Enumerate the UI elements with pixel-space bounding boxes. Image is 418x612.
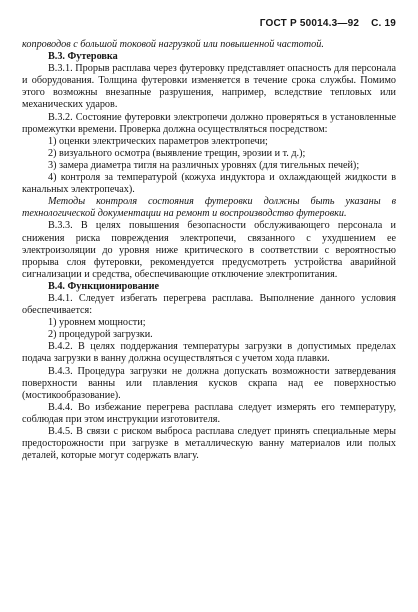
list-item: 1) уровнем мощности; (48, 317, 146, 329)
section-heading (22, 51, 396, 63)
paragraph: В.3.1. Прорыв расплава через футеровку представляет опасность для персонала и оборудования. Толщина футеровки изменяется в течение срока службы. Помимо этого возможны внезапные разрушения, например, вследствие тепловых или механических ударов. (22, 63, 396, 111)
paragraph: Методы контроля состояния футеровки должны быть указаны в технологической документации на ремонт и воспроизводство футеровки. (22, 196, 396, 220)
paragraph: В.4.3. Процедура загрузки не должна допускать возможности затвердевания поверхности ванны или плавления кусков скрапа над ее поверхностью (мостикообразование). (22, 365, 396, 401)
running-header (22, 18, 396, 30)
page-number: С. 19 (371, 18, 396, 29)
section-number: В.4. (48, 280, 65, 292)
section-title: Футеровка (67, 51, 118, 63)
paragraph: В.4.2. В целях поддержания температуры загрузки в допустимых пределах подача загрузки в ванну должна осуществляться с учетом хода плавки. (22, 341, 396, 365)
paragraph: В.3.3. В целях повышения безопасности обслуживающего персонала и снижения риска повреждения электропечи, связанного с ухудшением ее электроизоляции до уровня ниже критического в соответствии с вероятностью прорыва слоя футеровки, рекомендуется предусмотреть устройства аварийной сигнализации и средства, обеспечивающие отключение электропитания. (22, 220, 396, 280)
list-item: 3) замера диаметра тигля на различных уровнях (для тигельных печей); (48, 159, 360, 171)
section-heading (22, 281, 396, 293)
paragraph: В.4.4. Во избежание перегрева расплава следует измерять его температуру, соблюдая при этом инструкции изготовителя. (22, 401, 396, 425)
section-number: В.3. (48, 51, 65, 63)
paragraph: В.4.1. Следует избегать перегрева расплава. Выполнение данного условия обеспечивается: (22, 292, 396, 317)
paragraph: копроводов с большой токовой нагрузкой или повышенной частотой. (22, 39, 324, 50)
paragraph: В.3.2. Состояние футеровки электропечи должно проверяться в установленные промежутки времени. Проверка должна осуществляться посредством: (22, 111, 396, 135)
list-item: 2) процедурой загрузки. (48, 329, 153, 341)
standard-number: ГОСТ Р 50014.3—92 (259, 18, 360, 29)
list-item: 2) визуального осмотра (выявление трещин, эрозии и т. д.); (48, 147, 306, 159)
paragraph: В.4.5. В связи с риском выброса расплава следует принять специальные меры предосторожности при загрузке в металлическую ванну материалов или полых деталей, которые могут содержать влагу. (22, 426, 396, 462)
section-title: Функционирование (67, 280, 160, 292)
body-text (22, 39, 396, 462)
list-item: 4) контроля за температурой (кожуха индуктора и охлаждающей жидкости в канальных электропечах). (22, 172, 396, 196)
list-item: 1) оценки электрических параметров электропечи; (48, 135, 268, 147)
